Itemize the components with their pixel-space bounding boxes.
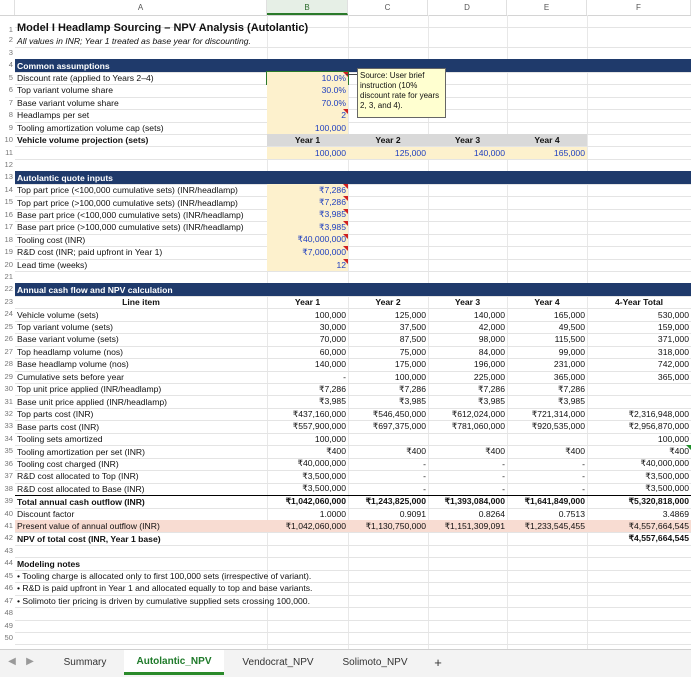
table-header[interactable]: Year 4 [534,297,560,308]
value-cell[interactable]: 196,000 [473,359,505,370]
value-cell[interactable]: ₹1,151,309,091 [428,520,507,532]
value-cell[interactable]: 140,000 [473,309,505,320]
sheet-row [0,147,691,159]
sheet-row [0,620,691,632]
sheet-row [0,184,691,196]
tab-vendocrat-npv[interactable]: Vendocrat_NPV [242,657,314,668]
value-cell[interactable]: 365,000 [553,371,585,382]
row-number[interactable]: 6 [8,85,13,95]
value-cell[interactable]: 0.8264 [478,508,505,519]
value-cell[interactable]: ₹3,500,000 [645,483,689,494]
col-header-a[interactable]: A [15,0,267,15]
row-number[interactable]: 49 [4,620,13,630]
table-header[interactable]: Year 3 [454,297,481,308]
row-label[interactable]: NPV of total cost (INR, Year 1 base) [17,533,161,544]
value-cell[interactable]: 0.9091 [399,508,426,519]
row-label[interactable]: Base unit price applied (INR/headlamp) [17,396,167,407]
row-number[interactable]: 34 [4,433,13,443]
value-cell[interactable]: ₹400 [485,446,505,457]
value-cell[interactable]: ₹3,500,000 [302,483,346,494]
row-number[interactable]: 43 [4,545,13,555]
notes-heading[interactable]: Modeling notes [17,558,81,569]
sheet-row [0,557,691,569]
row-number[interactable]: 13 [4,172,13,182]
value-cell[interactable]: ₹546,450,000 [372,408,426,419]
tab-solimoto-npv[interactable]: Solimoto_NPV [342,657,408,668]
value-cell[interactable]: 100,000 [657,434,689,445]
row-number[interactable]: 9 [8,122,13,132]
input-cell[interactable]: ₹7,286 [267,184,348,196]
row-label[interactable]: Top variant volume share [17,85,114,96]
sheet-row [0,259,691,271]
value-cell[interactable]: ₹1,641,849,000 [507,495,587,507]
value-cell[interactable]: 0.7513 [558,508,585,519]
row-label[interactable]: Headlamps per set [17,110,90,121]
row-number[interactable]: 23 [4,296,13,306]
row-label[interactable]: Base parts cost (INR) [17,421,100,432]
row-number[interactable]: 37 [4,471,13,481]
row-number[interactable]: 17 [4,222,13,232]
row-number[interactable]: 27 [4,346,13,356]
row-label[interactable]: Top part price (<100,000 cumulative sets) (INR/headlamp) [17,185,238,196]
sheet-row [0,333,691,345]
value-cell[interactable]: ₹400 [406,446,426,457]
value-cell[interactable]: ₹40,000,000 [640,458,689,469]
row-label[interactable]: Vehicle volume projection (sets) [17,135,149,146]
row-label[interactable]: Vehicle volume (sets) [17,309,99,320]
value-cell[interactable]: 125,000 [394,309,426,320]
row-label[interactable]: Base part price (>100,000 cumulative sets) (INR/headlamp) [17,222,244,233]
row-label[interactable]: R&D cost allocated to Base (INR) [17,483,145,494]
value-cell[interactable] [587,396,691,408]
input-cell[interactable]: 2 [267,109,348,121]
sheet-row [0,570,691,582]
year-header[interactable]: Year 3 [428,134,507,146]
page-title: Model I Headlamp Sourcing – NPV Analysis (Autolantic) [17,22,309,35]
sheet-row [0,196,691,208]
row-label[interactable]: Tooling sets amortized [17,434,103,445]
value-cell[interactable]: ₹7,286 [558,383,585,394]
row-label[interactable]: Base variant volume share [17,97,119,108]
row-number[interactable]: 25 [4,321,13,331]
input-cell[interactable]: 100,000 [267,147,348,159]
row-label[interactable]: Top part price (>100,000 cumulative sets) (INR/headlamp) [17,197,238,208]
sheet-row [0,221,691,233]
sheet-row [0,308,691,320]
value-cell[interactable] [428,532,507,544]
row-number[interactable]: 31 [4,396,13,406]
row-label[interactable]: Base part price (<100,000 cumulative sets) (INR/headlamp) [17,209,244,220]
value-cell[interactable]: 87,500 [399,334,426,345]
value-cell[interactable]: ₹3,500,000 [302,470,346,481]
row-number[interactable]: 14 [4,184,13,194]
page-subtitle[interactable]: All values in INR; Year 1 treated as base year for discounting. [17,35,251,46]
value-cell[interactable]: ₹3,985 [319,396,346,407]
row-number[interactable]: 47 [4,595,13,605]
row-number[interactable]: 19 [4,247,13,257]
value-cell[interactable]: ₹4,557,664,545 [587,520,691,532]
row-number[interactable]: 35 [4,446,13,456]
row-number[interactable]: 4 [8,60,13,70]
value-cell[interactable]: 159,000 [657,322,689,333]
sheet-row [0,171,691,183]
value-cell[interactable]: 100,000 [394,371,426,382]
value-cell[interactable]: 98,000 [478,334,505,345]
col-header-f[interactable]: F [587,0,691,15]
sheet-tab-bar [0,649,691,677]
value-cell[interactable]: ₹5,320,818,000 [587,495,691,507]
col-header-c[interactable]: C [348,0,428,15]
row-number[interactable]: 50 [4,633,13,643]
table-header[interactable]: 4-Year Total [614,297,664,308]
sheet-row [0,383,691,395]
sheet-row [0,15,691,36]
value-cell[interactable]: 175,000 [394,359,426,370]
value-cell[interactable]: 60,000 [319,346,346,357]
value-cell[interactable]: 49,500 [558,322,585,333]
row-number[interactable]: 36 [4,458,13,468]
input-cell[interactable]: ₹7,286 [267,196,348,208]
sheet-row [0,134,691,146]
sheet-row [0,234,691,246]
value-cell[interactable]: ₹7,286 [319,383,346,394]
value-cell[interactable]: - [502,458,505,469]
row-label[interactable]: Cumulative sets before year [17,371,124,382]
value-cell[interactable]: 42,000 [478,322,505,333]
row-number[interactable]: 40 [4,508,13,518]
sheet-row [0,84,691,96]
sheet-row [0,396,691,408]
value-cell[interactable]: 3.4869 [662,508,689,519]
row-label[interactable]: Discount rate (applied to Years 2–4) [17,73,154,84]
row-label[interactable]: Top headlamp volume (nos) [17,346,124,357]
section-header[interactable]: Annual cash flow and NPV calculation [15,283,691,295]
row-number[interactable]: 32 [4,408,13,418]
cell-comment: Source: User brief instruction (10% discount rate for years 2, 3, and 4). [357,68,446,118]
value-cell[interactable]: - [343,371,346,382]
tab-autolantic-npv[interactable]: Autolantic_NPV [124,650,224,675]
value-cell[interactable]: ₹1,130,750,000 [348,520,428,532]
row-number[interactable]: 22 [4,284,13,294]
value-cell[interactable] [267,532,348,544]
row-number[interactable]: 20 [4,259,13,269]
value-cell[interactable]: 100,000 [314,434,346,445]
sheet-row [0,246,691,258]
sheet-row [0,607,691,619]
value-cell[interactable]: ₹781,060,000 [451,421,505,432]
value-cell[interactable]: ₹3,985 [478,396,505,407]
comment-indicator-icon [343,221,348,226]
comment-indicator-icon [686,445,691,450]
value-cell[interactable]: 70,000 [319,334,346,345]
row-number[interactable]: 46 [4,583,13,593]
row-number[interactable]: 1 [8,25,13,34]
row-number[interactable]: 24 [4,309,13,319]
row-label[interactable]: R&D cost allocated to Top (INR) [17,471,139,482]
comment-indicator-icon [343,109,348,114]
input-cell[interactable]: ₹3,985 [267,221,348,233]
note-line[interactable]: • Solimoto tier pricing is driven by cumulative supplied sets crossing 100,000. [17,595,310,606]
note-line[interactable]: • Tooling charge is allocated only to first 100,000 sets (irrespective of variant). [17,571,312,582]
row-number[interactable]: 42 [4,533,13,543]
row-number[interactable]: 8 [8,110,13,120]
row-number[interactable]: 5 [8,72,13,82]
row-number[interactable]: 26 [4,334,13,344]
row-label[interactable]: Lead time (weeks) [17,259,88,270]
row-label[interactable]: Tooling amortization volume cap (sets) [17,122,164,133]
row-label[interactable]: Total annual cash outflow (INR) [15,495,267,507]
table-header[interactable]: Year 2 [375,297,401,308]
year-header[interactable]: Year 4 [507,134,587,146]
sheet-row [0,582,691,594]
table-header[interactable]: Year 1 [294,297,321,308]
sheet-row [0,346,691,358]
value-cell[interactable]: 75,000 [399,346,426,357]
value-cell[interactable]: 30,000 [319,322,346,333]
value-cell[interactable]: ₹400 [326,446,346,457]
input-cell[interactable]: 100,000 [267,122,348,134]
value-cell[interactable]: - [502,471,505,482]
value-cell[interactable]: ₹400 [669,446,689,457]
sheet-row [0,508,691,520]
comment-indicator-icon [343,234,348,239]
comment-connector [346,74,357,75]
value-cell[interactable]: 742,000 [657,359,689,370]
row-number[interactable]: 10 [4,135,13,145]
value-cell[interactable] [348,433,428,445]
tab-summary[interactable]: Summary [63,657,107,668]
value-cell[interactable]: 115,500 [554,334,585,345]
value-cell[interactable] [428,433,507,445]
year-header[interactable]: Year 1 [267,134,348,146]
value-cell[interactable]: ₹400 [565,446,585,457]
row-number[interactable]: 45 [4,570,13,580]
input-cell[interactable]: 140,000 [428,147,507,159]
value-cell[interactable]: ₹721,314,000 [531,408,585,419]
row-number[interactable]: 21 [4,272,13,281]
value-cell[interactable]: ₹3,985 [399,396,426,407]
value-cell[interactable]: ₹697,375,000 [372,421,426,432]
input-cell[interactable]: ₹7,000,000 [267,246,348,258]
sheet-row [0,159,691,171]
value-cell[interactable]: - [582,483,585,494]
comment-indicator-icon [343,259,348,264]
row-label[interactable]: Tooling amortization per set (INR) [17,446,145,457]
year-header[interactable]: Year 2 [348,134,428,146]
sheet-row [0,358,691,370]
sheet-row [0,408,691,420]
sheet-row [0,520,691,532]
value-cell[interactable]: - [582,458,585,469]
value-cell[interactable]: ₹1,243,825,000 [348,495,428,507]
section-header[interactable]: Common assumptions [15,59,691,71]
sheet-row [0,122,691,134]
sheet-row [0,470,691,482]
sheet-row [0,420,691,432]
sheet-row [0,109,691,121]
sheet-row [0,595,691,607]
select-all-corner[interactable] [0,0,15,15]
row-number[interactable]: 38 [4,483,13,493]
value-cell[interactable]: ₹3,985 [558,396,585,407]
row-number[interactable]: 11 [5,147,13,157]
add-sheet-button[interactable]: + [434,655,442,670]
sheet-row [0,532,691,544]
value-cell[interactable]: - [423,471,426,482]
value-cell[interactable]: ₹612,024,000 [451,408,505,419]
col-header-b[interactable]: B [267,0,348,15]
row-label[interactable]: Top unit price applied (INR/headlamp) [17,384,162,395]
col-header-e[interactable]: E [507,0,587,15]
input-cell[interactable]: 12 [267,259,348,271]
sheet-row [0,371,691,383]
value-cell[interactable]: ₹437,160,000 [292,408,346,419]
column-header-bar [0,0,691,16]
input-cell[interactable]: 10.0% [267,72,348,84]
sheet-row [0,209,691,221]
value-cell[interactable]: ₹7,286 [478,383,505,394]
row-number[interactable]: 33 [4,421,13,431]
value-cell[interactable]: ₹1,393,084,000 [428,495,507,507]
sheet-row [0,296,691,308]
sheet-row [0,97,691,109]
value-cell[interactable]: - [423,483,426,494]
prev-sheet-icon[interactable]: ◀ [8,656,16,667]
row-number[interactable]: 7 [8,97,13,107]
grid-row-line [15,644,691,645]
sheet-row [0,433,691,445]
value-cell[interactable]: 140,000 [314,359,346,370]
sheet-row [0,545,691,557]
row-label[interactable]: Base headlamp volume (nos) [17,359,129,370]
next-sheet-icon[interactable]: ▶ [26,656,34,667]
value-cell[interactable]: 225,000 [473,371,505,382]
value-cell[interactable]: 37,500 [399,322,426,333]
input-cell[interactable]: 125,000 [348,147,428,159]
row-label[interactable]: Top variant volume (sets) [17,322,113,333]
value-cell[interactable]: ₹7,286 [399,383,426,394]
comment-indicator-icon [343,184,348,189]
sheet-row [0,271,691,283]
sheet-row [0,283,691,295]
comment-indicator-icon [343,246,348,251]
row-label[interactable]: Present value of annual outflow (INR) [15,520,267,532]
row-number[interactable]: 28 [4,359,13,369]
value-cell[interactable] [587,383,691,395]
section-header[interactable]: Autolantic quote inputs [15,171,691,183]
comment-indicator-icon [343,209,348,214]
row-label[interactable]: Tooling cost (INR) [17,234,86,245]
row-number[interactable]: 3 [8,47,13,57]
row-label[interactable]: Tooling cost charged (INR) [17,458,119,469]
row-label[interactable]: Base variant volume (sets) [17,334,119,345]
row-number[interactable]: 41 [4,521,13,530]
input-cell[interactable]: ₹40,000,000 [267,234,348,246]
value-cell[interactable]: 530,000 [657,309,689,320]
value-cell[interactable]: 318,000 [657,346,689,357]
row-number[interactable]: 44 [4,558,13,568]
sheet-row [0,47,691,59]
row-number[interactable]: 18 [4,234,13,244]
row-number[interactable]: 15 [4,197,13,207]
row-number[interactable]: 39 [4,496,13,506]
value-cell[interactable] [348,532,428,544]
value-cell[interactable] [507,532,587,544]
sheet-row [0,59,691,71]
row-number[interactable]: 2 [8,35,13,45]
table-header[interactable]: Line item [122,297,160,308]
value-cell[interactable]: 165,000 [553,309,585,320]
value-cell[interactable]: ₹1,042,060,000 [267,520,348,532]
value-cell[interactable]: 365,000 [657,371,689,382]
value-cell[interactable]: 1.0000 [319,508,346,519]
value-cell[interactable] [507,433,587,445]
input-cell[interactable]: 30.0% [267,84,348,96]
value-cell[interactable]: 84,000 [478,346,505,357]
value-cell[interactable]: 99,000 [558,346,585,357]
row-number[interactable]: 29 [4,371,13,381]
value-cell[interactable]: 231,000 [553,359,585,370]
row-label[interactable]: Discount factor [17,508,75,519]
col-header-d[interactable]: D [428,0,507,15]
value-cell[interactable]: 371,000 [657,334,689,345]
sheet-row [0,445,691,457]
sheet-row [0,483,691,495]
note-line[interactable]: • R&D is paid upfront in Year 1 and allocated equally to top and base variants. [17,583,313,594]
value-cell[interactable]: ₹2,316,948,000 [628,408,689,419]
input-cell[interactable]: ₹3,985 [267,209,348,221]
sheet-row [0,495,691,507]
value-cell[interactable]: - [502,483,505,494]
value-cell[interactable]: ₹40,000,000 [297,458,346,469]
comment-indicator-icon [343,196,348,201]
sheet-row [0,458,691,470]
row-number[interactable]: 30 [4,384,13,394]
value-cell[interactable]: - [423,458,426,469]
value-cell[interactable]: - [582,471,585,482]
value-cell[interactable]: ₹4,557,664,545 [628,533,689,544]
value-cell[interactable]: ₹2,956,870,000 [628,421,689,432]
input-cell[interactable]: 165,000 [507,147,587,159]
row-label[interactable]: Top parts cost (INR) [17,409,94,420]
row-number[interactable]: 16 [4,209,13,219]
value-cell[interactable]: ₹1,042,060,000 [267,495,348,507]
value-cell[interactable]: ₹920,535,000 [531,421,585,432]
spreadsheet-grid[interactable] [0,15,691,649]
value-cell[interactable]: 100,000 [314,309,346,320]
row-label[interactable]: R&D cost (INR; paid upfront in Year 1) [17,247,163,258]
value-cell[interactable]: ₹3,500,000 [645,470,689,481]
sheet-row [0,632,691,644]
input-cell[interactable]: 70.0% [267,97,348,109]
value-cell[interactable]: ₹557,900,000 [292,421,346,432]
value-cell[interactable]: ₹1,233,545,455 [507,520,587,532]
sheet-row [0,34,691,46]
row-number[interactable]: 12 [4,159,13,169]
sheet-row [0,321,691,333]
row-number[interactable]: 48 [4,608,13,618]
